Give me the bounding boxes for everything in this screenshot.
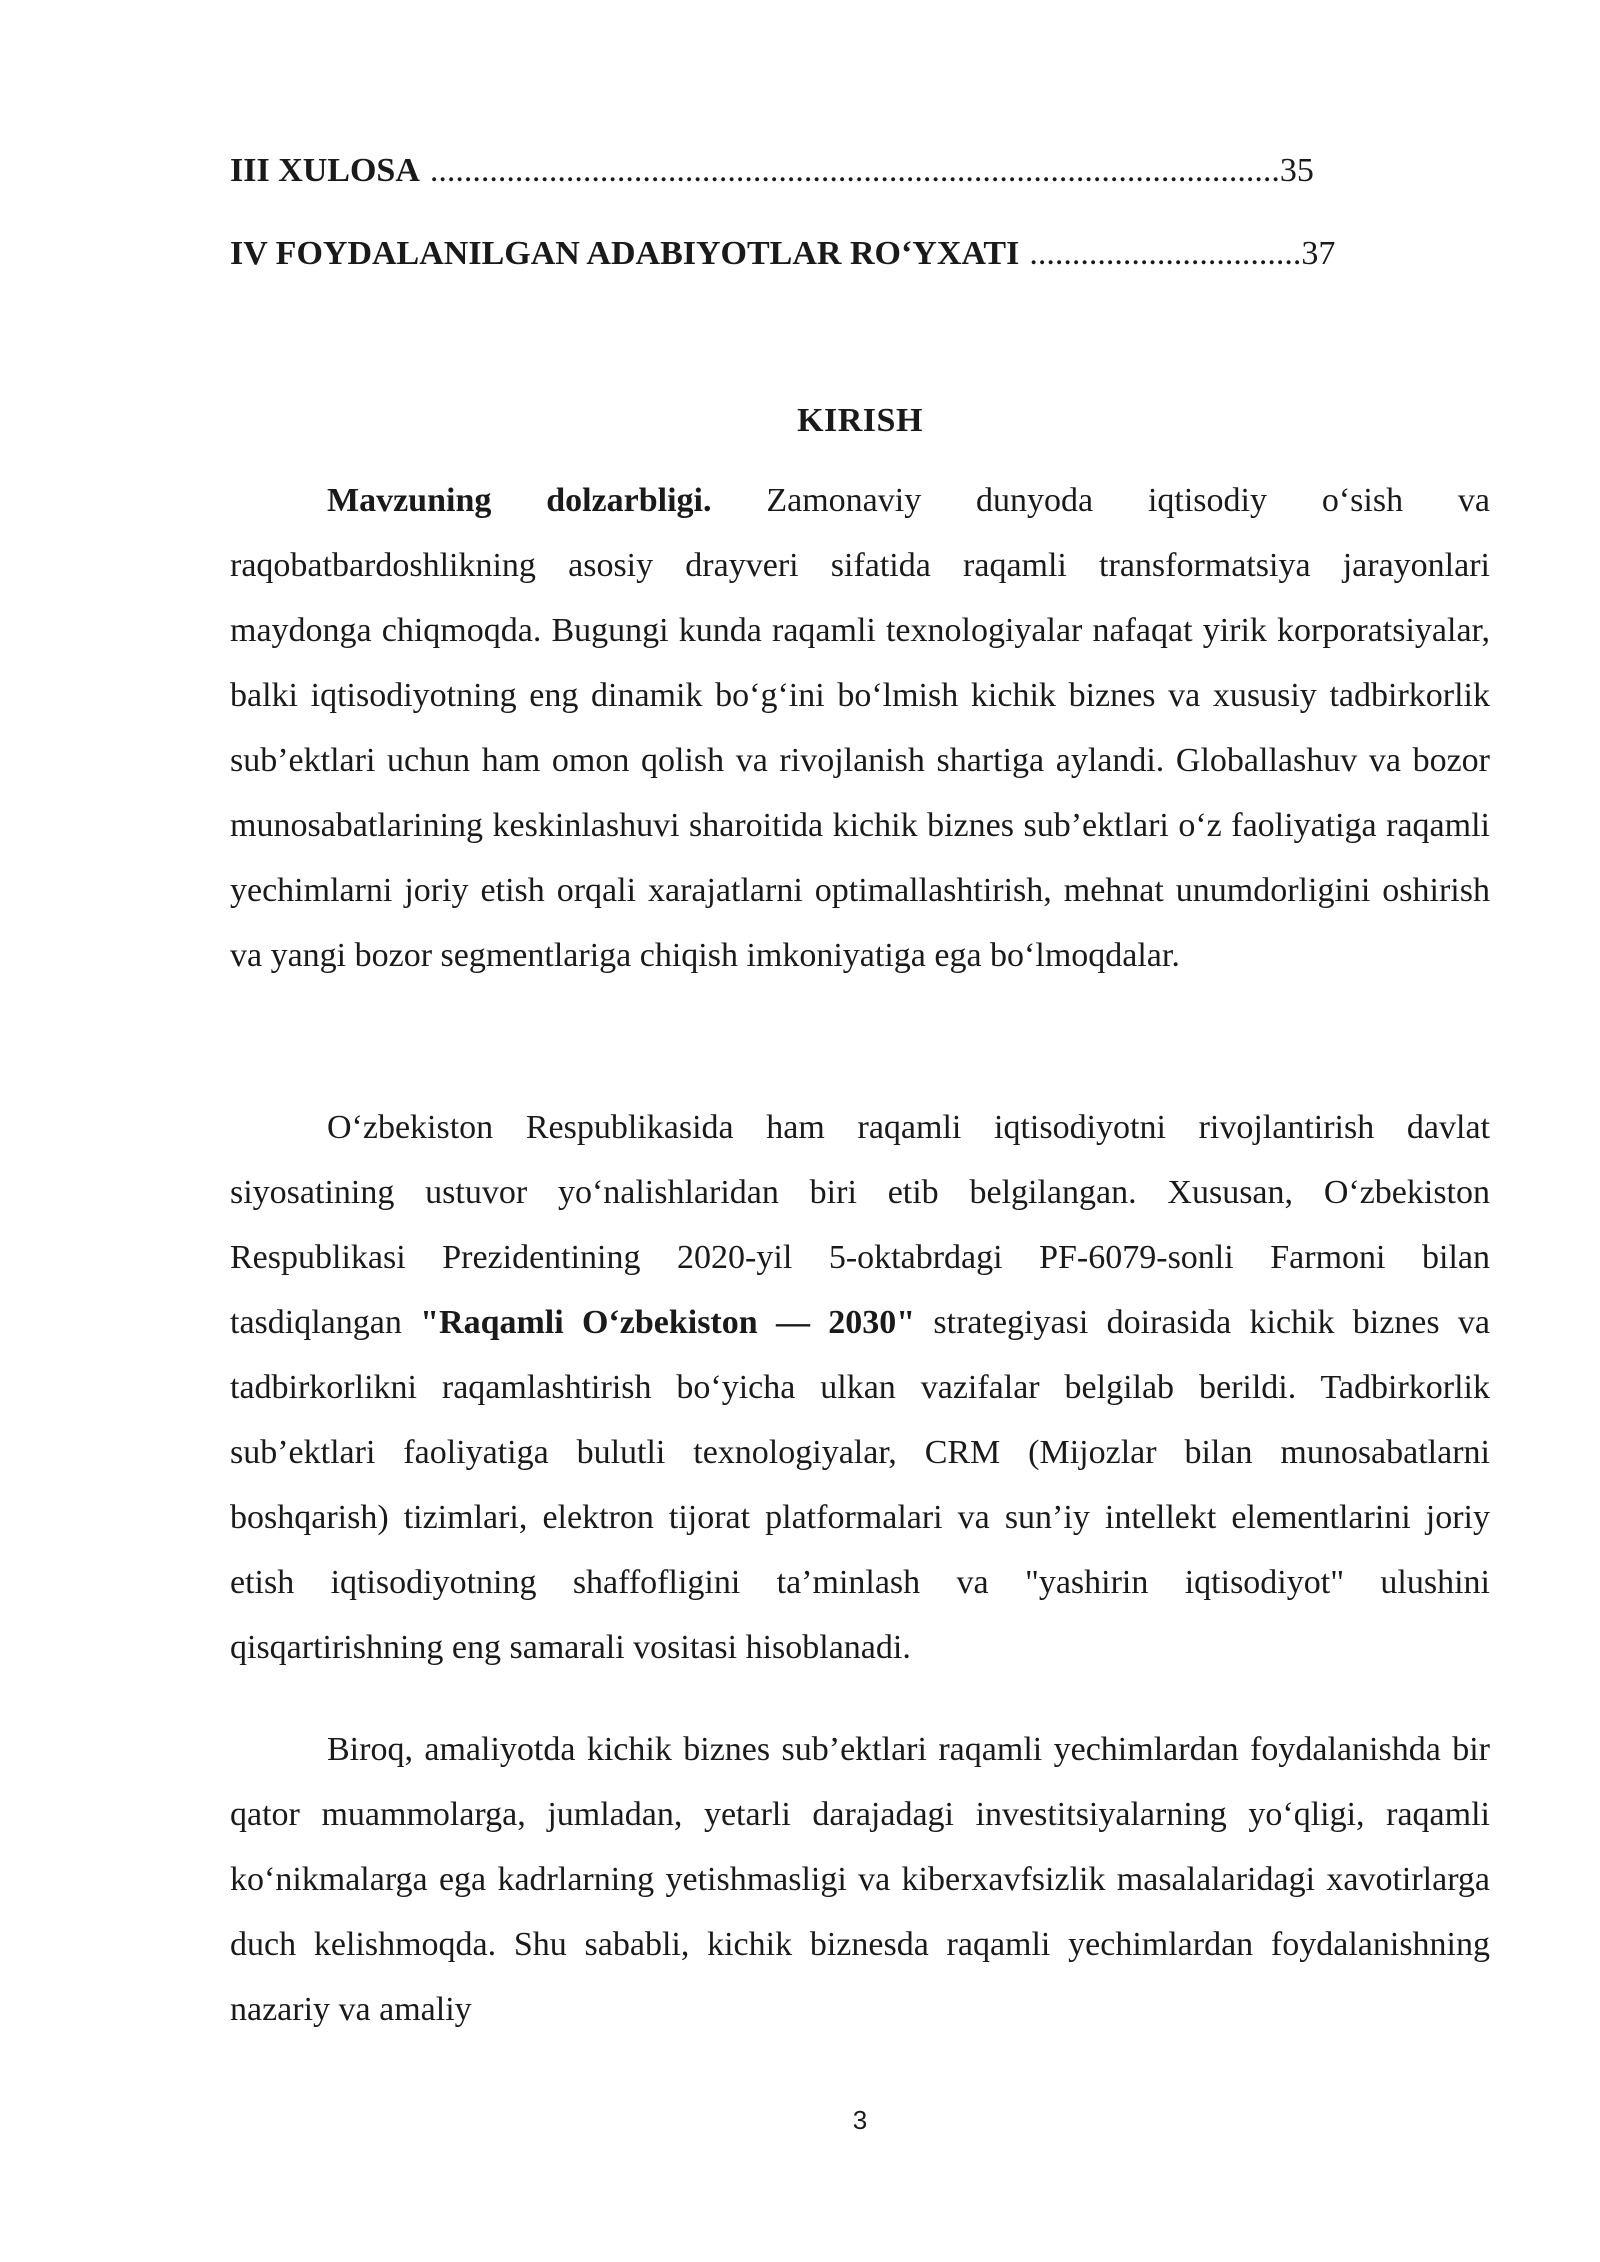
paragraph-text: O‘zbekiston Respublikasida ham raqamli iqtisodiyotni rivojlantirish davlat siyosatining ustuvor yo‘nalishlaridan biri etib belgilangan. Xususan, O‘zbekiston Respublikasi Prezidentining 2020-yil 5-oktabrdagi PF-6079-sonli Farmoni bilan tasdiqlangan — [230, 1109, 1490, 1341]
toc-entry-title: III XULOSA — [230, 152, 420, 189]
toc-entry-page: 35 — [1279, 152, 1314, 189]
toc-entry-title: IV FOYDALANILGAN ADABIYOTLAR RO‘YXATI — [230, 235, 1020, 272]
page-number: 3 — [852, 2105, 868, 2135]
toc-entry[interactable] — [230, 152, 1314, 190]
paragraph-text: strategiyasi doirasida kichik biznes va tadbirkorlikni raqamlashtirish bo‘yicha ulkan vazifalar belgilab berildi. Tadbirkorlik sub’ektlari faoliyatiga bulutli texnologiyalar, CRM (Mijozlar bilan munosabatlarni boshqarish) tizimlari, elektron tijorat platformalari va sun’iy intellekt elementlarini joriy etish iqtisodiyotning shaffofligini ta’minlash va "yashirin iqtisodiyot" ulushini qisqartirishning eng samarali vositasi hisoblanadi. — [230, 1304, 1491, 1666]
paragraph-strategy — [230, 1095, 1490, 1680]
paragraph-challenges — [230, 1717, 1490, 2042]
toc-entry-page: 37 — [1301, 235, 1336, 272]
section-heading: KIRISH — [797, 402, 923, 439]
toc-entry[interactable] — [230, 235, 1335, 273]
strategy-name: "Raqamli O‘zbekiston — 2030" — [420, 1304, 916, 1341]
toc-entry-leader: .................................................................................................... — [429, 152, 1280, 189]
paragraph-lead: Mavzuning dolzarbligi. — [327, 482, 712, 519]
paragraph-text: Zamonaviy dunyoda iqtisodiy o‘sish va raqobatbardoshlikning asosiy drayveri sifatida raqamli transformatsiya jarayonlari maydonga chiqmoqda. Bugungi kunda raqamli texnologiyalar nafaqat yirik korporatsiyalar, balki iqtisodiyotning eng dinamik bo‘g‘ini bo‘lmish kichik biznes va xususiy tadbirkorlik sub’ektlari uchun ham omon qolish va rivojlanish shartiga aylandi. Globallashuv va bozor munosabatlarining keskinlashuvi sharoitida kichik biznes sub’ektlari o‘z faoliyatiga raqamli yechimlarni joriy etish orqali xarajatlarni optimallashtirish, mehnat unumdorligini oshirish va yangi bozor segmentlariga chiqish imkoniyatiga ega bo‘lmoqdalar. — [230, 482, 1491, 974]
paragraph-text: Biroq, amaliyotda kichik biznes sub’ektlari raqamli yechimlardan foydalanishda bir qator muammolarga, jumladan, yetarli darajadagi investitsiyalarning yo‘qligi, raqamli ko‘nikmalarga ega kadrlarning yetishmasligi va kiberxavfsizlik masalalaridagi xavotirlarga duch kelishmoqda. Shu sababli, kichik biznesda raqamli yechimlardan foydalanishning nazariy va amaliy — [230, 1731, 1490, 2028]
toc-entry-leader: ................................ — [1029, 235, 1302, 272]
paragraph-intro — [230, 468, 1490, 988]
